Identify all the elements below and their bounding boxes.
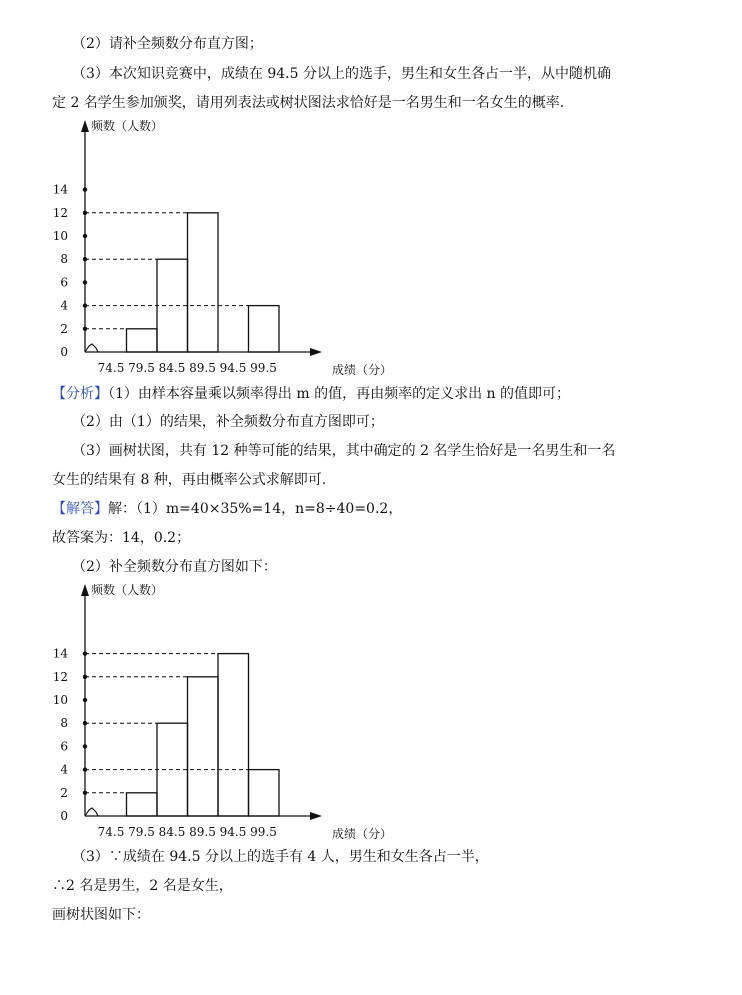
- x-tick-label: 74.5: [97, 825, 125, 839]
- y-tick-dot: [83, 280, 87, 284]
- y-tick-label: 4: [60, 762, 68, 777]
- y-axis-label: 频数（人数）: [91, 583, 164, 597]
- x-tick-label: 99.5: [250, 825, 277, 839]
- solution-line-3: （2）补全频数分布直方图如下：: [72, 559, 277, 575]
- y-tick-label: 6: [60, 739, 68, 754]
- x-tick-label: 99.5: [250, 361, 277, 375]
- analysis-line-2: （2）由（1）的结果，补全频数分布直方图即可；: [72, 414, 384, 430]
- y-tick-label: 6: [60, 275, 68, 290]
- y-axis-arrow: [81, 584, 89, 596]
- histogram-bar: [127, 329, 158, 352]
- y-tick-label: 14: [52, 646, 68, 661]
- solution-text-1: 解：（1）m=40×35%=14，n=8÷40=0.2，: [108, 501, 403, 517]
- solution-label: 【解答】: [52, 501, 108, 517]
- analysis-line-3: （3）画树状图，共有 12 种等可能的结果，其中确定的 2 名学生恰好是一名男生和一名: [72, 443, 616, 459]
- solution-line-6: 画树状图如下：: [52, 907, 150, 923]
- x-axis-label: 成绩（分）: [332, 827, 393, 841]
- x-tick-label: 89.5: [189, 825, 216, 839]
- histogram-complete: [40, 576, 400, 846]
- solution-line-4: （3）∵成绩在 94.5 分以上的选手有 4 人，男生和女生各占一半，: [72, 849, 489, 865]
- y-tick-label: 8: [60, 252, 68, 267]
- x-tick-label: 84.5: [158, 361, 186, 375]
- y-tick-label: 0: [60, 345, 68, 359]
- solution-line-2: 故答案为：14，0.2；: [52, 530, 191, 546]
- x-tick-label: 94.5: [219, 361, 247, 375]
- solution-line-5: ∴2 名是男生，2 名是女生，: [52, 878, 233, 894]
- y-tick-label: 14: [52, 182, 68, 197]
- x-tick-label: 79.5: [128, 825, 155, 839]
- y-tick-label: 10: [52, 693, 68, 707]
- y-tick-dot: [83, 187, 87, 191]
- analysis-line-4: 女生的结果有 8 种，再由概率公式求解即可.: [52, 472, 327, 488]
- analysis-line-1: [52, 384, 570, 404]
- x-tick-label: 79.5: [128, 361, 155, 375]
- histogram-bar: [127, 793, 158, 816]
- axis-break: [85, 808, 98, 816]
- x-axis-arrow: [310, 348, 322, 356]
- y-tick-label: 8: [60, 716, 68, 731]
- analysis-text-1: （1）由样本容量乘以频率得出 m 的值，再由频率的定义求出 n 的值即可；: [108, 386, 570, 402]
- histogram-bar: [218, 654, 249, 816]
- histogram-bar: [249, 770, 280, 816]
- y-tick-label: 4: [60, 298, 68, 313]
- x-tick-label: 94.5: [219, 825, 247, 839]
- axis-break: [85, 344, 98, 352]
- y-tick-dot: [83, 744, 87, 748]
- question-3-line-2: 定 2 名学生参加颁奖，请用列表法或树状图法求恰好是一名男生和一名女生的概率.: [52, 95, 565, 111]
- solution-line-1: [52, 499, 402, 519]
- y-tick-label: 10: [52, 229, 68, 243]
- x-tick-label: 89.5: [189, 361, 216, 375]
- y-tick-label: 2: [60, 785, 68, 800]
- x-tick-label: 84.5: [158, 825, 186, 839]
- y-tick-label: 2: [60, 321, 68, 336]
- question-3-line-1: （3）本次知识竞赛中，成绩在 94.5 分以上的选手，男生和女生各占一半，从中随机确: [72, 66, 611, 82]
- x-axis-arrow: [310, 812, 322, 820]
- question-2: （2）请补全频数分布直方图；: [72, 36, 263, 52]
- histogram-bar: [188, 677, 219, 816]
- y-tick-label: 12: [52, 205, 68, 220]
- x-axis-label: 成绩（分）: [332, 363, 393, 377]
- histogram-bar: [188, 213, 219, 352]
- y-axis-label: 频数（人数）: [91, 119, 164, 133]
- y-axis-arrow: [81, 120, 89, 132]
- y-tick-label: 12: [52, 669, 68, 684]
- histogram-bar: [249, 306, 280, 352]
- y-tick-label: 0: [60, 809, 68, 823]
- y-tick-dot: [83, 234, 87, 238]
- x-tick-label: 74.5: [97, 361, 125, 375]
- histogram-incomplete: [40, 112, 400, 382]
- y-tick-dot: [83, 698, 87, 702]
- analysis-label: 【分析】: [52, 386, 108, 402]
